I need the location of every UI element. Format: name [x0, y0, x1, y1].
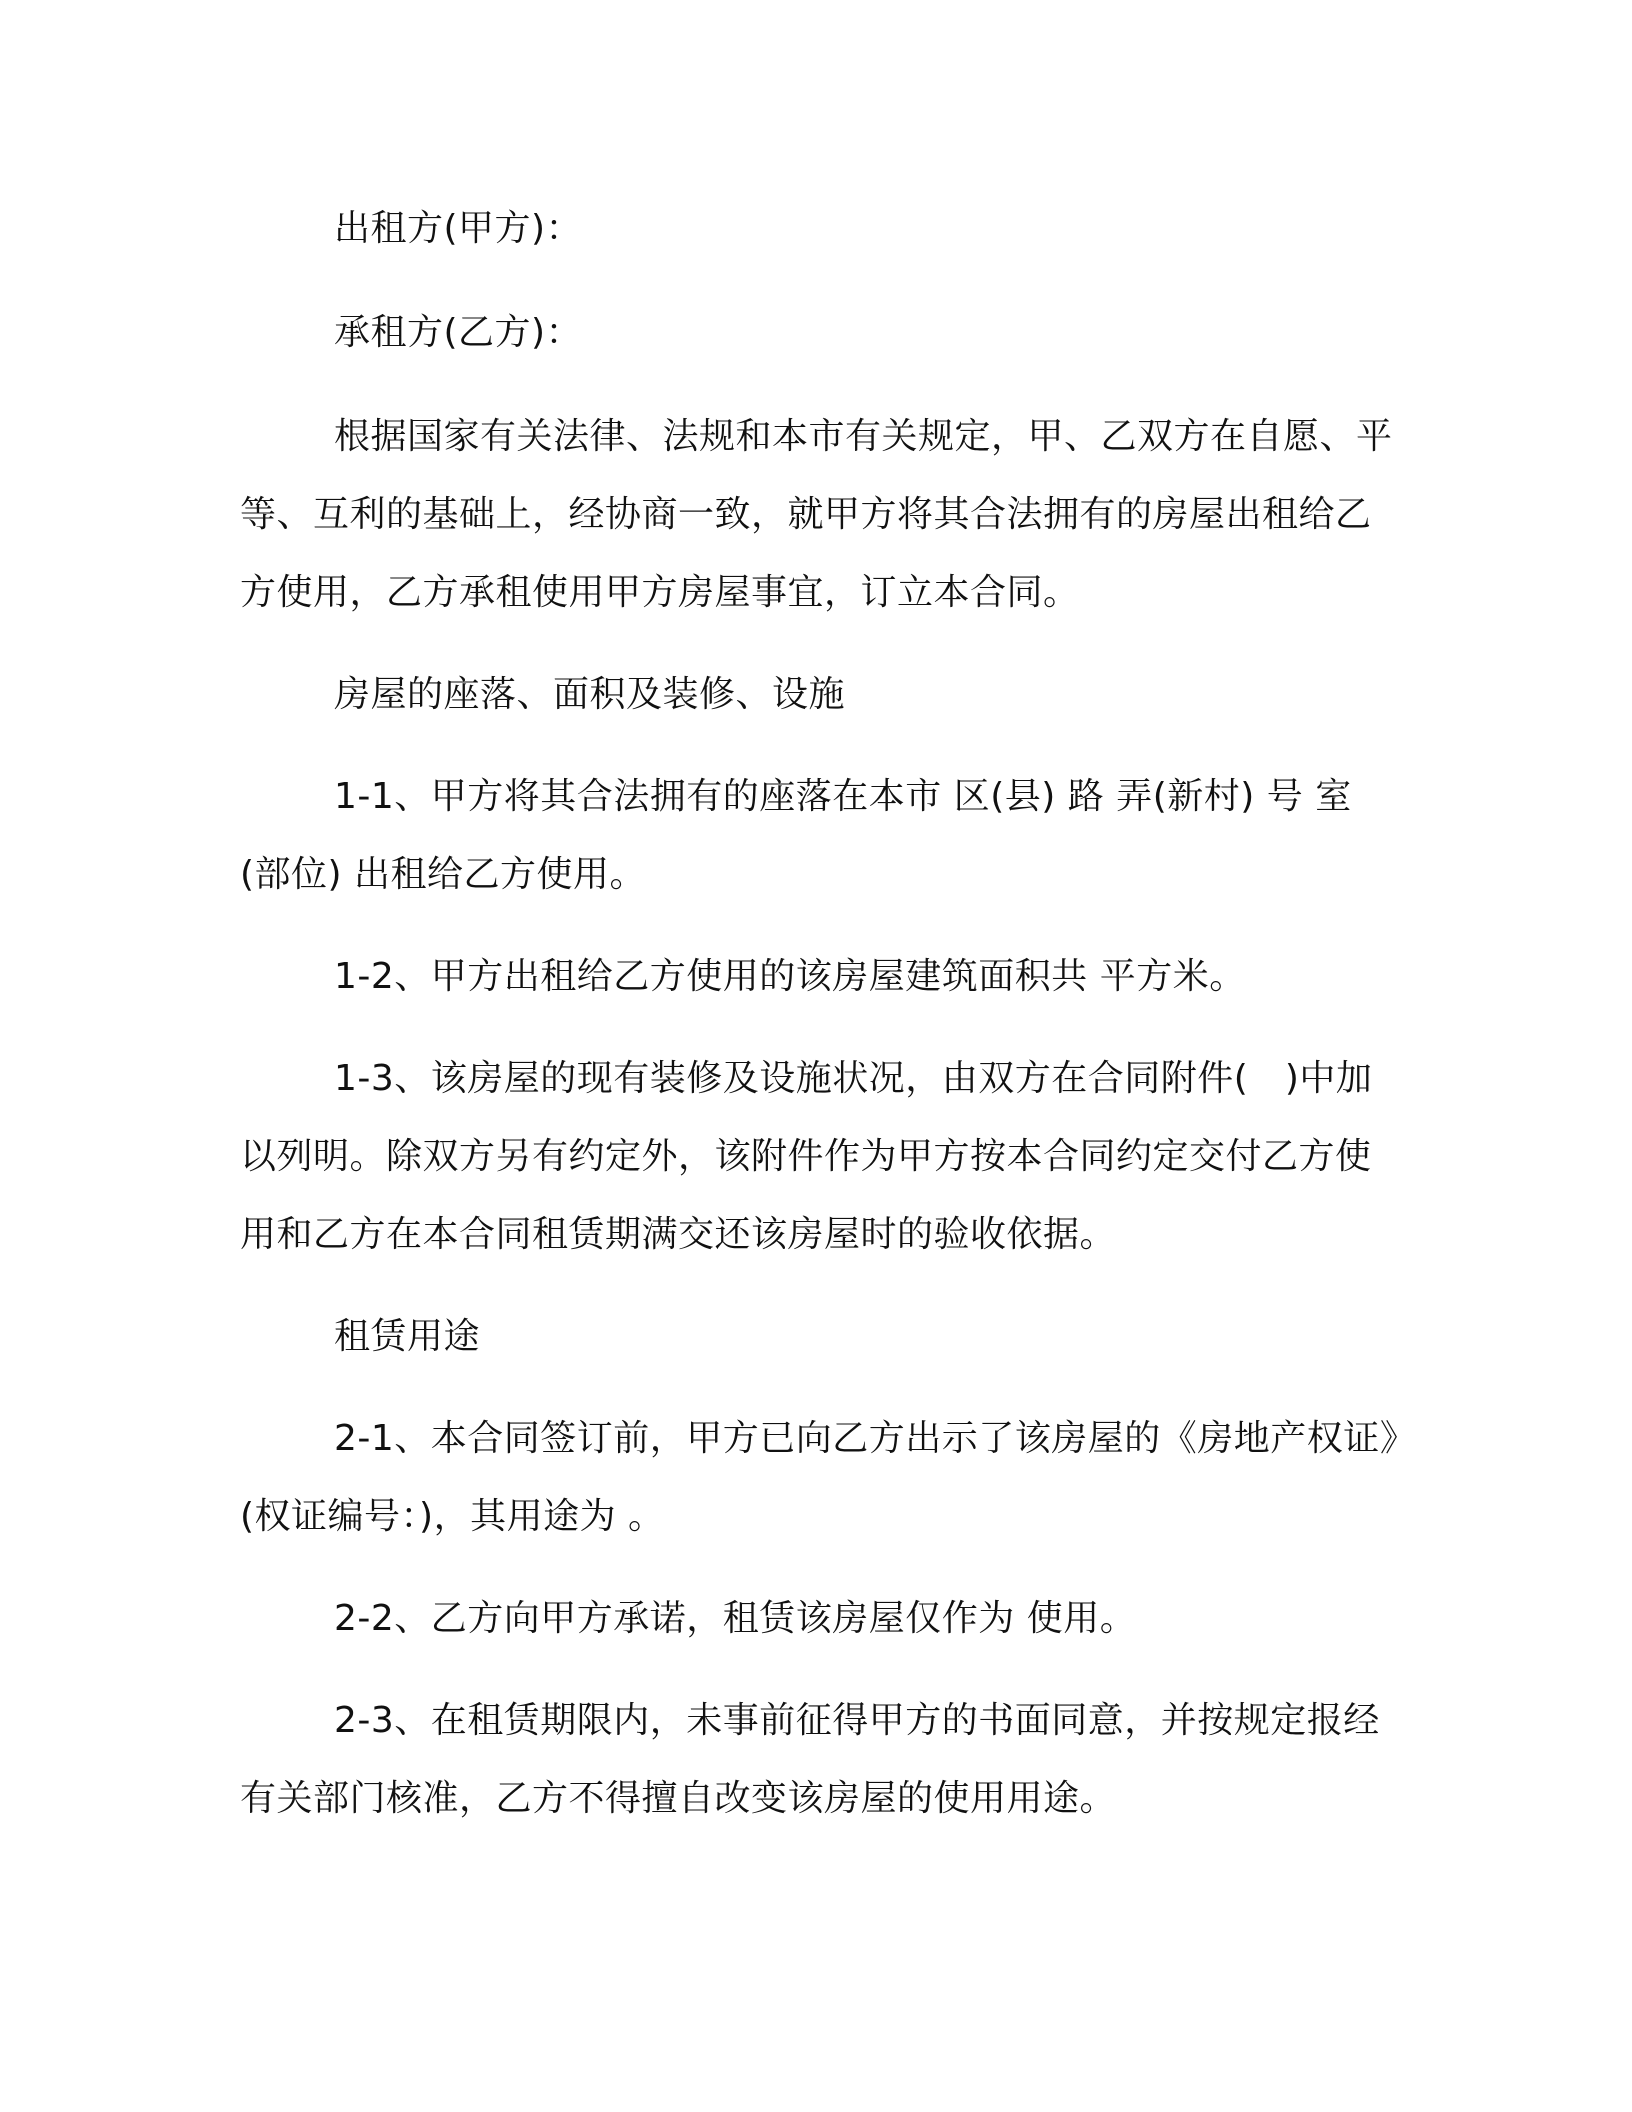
- section-heading-use: 租赁用途: [334, 1316, 481, 1357]
- section-heading-premises: 房屋的座落、面积及装修、设施: [334, 674, 846, 715]
- clause-1-3: 1-3、该房屋的现有装修及设施状况，由双方在合同附件( )中加以列明。除双方另有约定外，该附件作为甲方按本合同约定交付乙方使用和乙方在本合同租赁期满交还该房屋时的验收依据。: [240, 1058, 1373, 1255]
- clause-1-1: 1-1、甲方将其合法拥有的座落在本市 区(县) 路 弄(新村) 号 室(部位) 出租给乙方使用。: [240, 776, 1352, 895]
- clause-2-1: 2-1、本合同签订前，甲方已向乙方出示了该房屋的《房地产权证》(权证编号：)，其用途为 。: [240, 1418, 1399, 1537]
- preamble-paragraph: 根据国家有关法律、法规和本市有关规定，甲、乙双方在自愿、平等、互利的基础上，经协商一致，就甲方将其合法拥有的房屋出租给乙方使用，乙方承租使用甲方房屋事宜，订立本合同。: [240, 416, 1393, 613]
- document-content: [240, 190, 1400, 1838]
- lessee-line: 承租方(乙方)：: [334, 312, 583, 353]
- clause-2-3: 2-3、在租赁期限内，未事前征得甲方的书面同意，并按规定报经有关部门核准，乙方不得擅自改变该房屋的使用用途。: [240, 1700, 1380, 1819]
- lessor-line: 出租方(甲方)：: [334, 208, 583, 249]
- clause-1-2: 1-2、甲方出租给乙方使用的该房屋建筑面积共 平方米。: [334, 956, 1246, 997]
- clause-2-2: 2-2、乙方向甲方承诺，租赁该房屋仅作为 使用。: [334, 1598, 1137, 1639]
